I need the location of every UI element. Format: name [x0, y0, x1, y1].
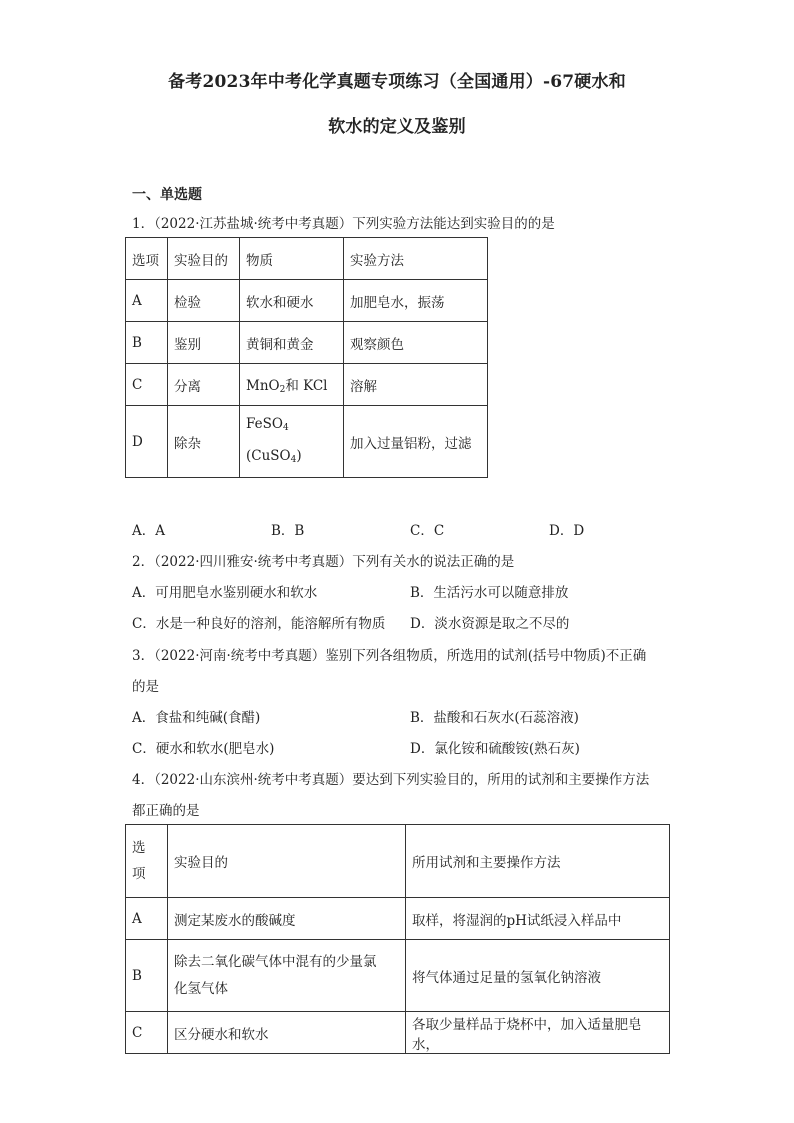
table-cell: [240, 364, 344, 406]
header-opt-part: 项: [132, 866, 146, 882]
table-cell: B: [126, 322, 168, 364]
header-opt-part: 选: [132, 840, 146, 856]
table-cell: B: [126, 940, 168, 1012]
q1-choice-d: D．D: [549, 523, 585, 539]
q1-choice-a: A．A: [132, 523, 165, 539]
q2-stem: 2．（2022·四川雅安·统考中考真题）下列有关水的说法正确的是: [132, 554, 515, 570]
q1-choice-c: C．C: [410, 523, 445, 539]
table-cell: 实验方法: [344, 238, 488, 280]
page-title-line2: 软水的定义及鉴别: [328, 117, 466, 137]
table-cell: 测定某废水的酸碱度: [168, 898, 406, 940]
table-cell: A: [126, 280, 168, 322]
table-row: [126, 406, 488, 478]
q2-choice-c: C．水是一种良好的溶剂，能溶解所有物质: [132, 616, 386, 632]
q2-choice-b: B．生活污水可以随意排放: [410, 585, 569, 601]
q3-choice-d: D．氯化铵和硫酸铵(熟石灰): [410, 741, 580, 757]
formula-text: (CuSO: [246, 447, 291, 464]
table-row: [126, 280, 488, 322]
q2-choice-a: A．可用肥皂水鉴别硬水和软水: [132, 585, 318, 601]
table-cell: 实验目的: [168, 238, 240, 280]
table-cell: 检验: [168, 280, 240, 322]
table-cell: 溶解: [344, 364, 488, 406]
q4-stem-line2: 都正确的是: [132, 803, 200, 819]
page-title-line1: 备考2023年中考化学真题专项练习（全国通用）-67硬水和: [168, 72, 626, 92]
table-cell: D: [126, 406, 168, 478]
purpose-line: 化氢气体: [174, 980, 228, 997]
table-cell: [126, 825, 168, 898]
q4-stem-line1: 4．（2022·山东滨州·统考中考真题）要达到下列实验目的，所用的试剂和主要操作方法: [132, 772, 650, 788]
table-cell: 除杂: [168, 406, 240, 478]
table-row: [126, 322, 488, 364]
formula-subscript: 4: [282, 422, 289, 433]
table-cell: [168, 940, 406, 1012]
table-cell: C: [126, 364, 168, 406]
formula-subscript: 2: [279, 385, 286, 395]
table-header-row: [126, 825, 670, 898]
table-row: [126, 940, 670, 1012]
formula-text: MnO: [246, 378, 280, 394]
q1-stem: 1．（2022·江苏盐城·统考中考真题）下列实验方法能达到实验目的的是: [132, 216, 555, 232]
table-cell: 加入过量铝粉，过滤: [344, 406, 488, 478]
q1-choice-b: B．B: [271, 523, 305, 539]
q1-table: [125, 237, 488, 478]
q2-choice-d: D．淡水资源是取之不尽的: [410, 616, 570, 632]
formula-text: ): [296, 447, 302, 464]
table-cell: 鉴别: [168, 322, 240, 364]
formula-text: 和 KCl: [285, 378, 328, 394]
table-row: [126, 364, 488, 406]
table-cell: 黄铜和黄金: [240, 322, 344, 364]
table-cell: 物质: [240, 238, 344, 280]
table-cell: 加肥皂水，振荡: [344, 280, 488, 322]
formula-subscript: 4: [290, 454, 297, 465]
q3-choice-b: B．盐酸和石灰水(石蕊溶液): [410, 710, 579, 726]
formula-text: FeSO: [246, 415, 283, 432]
table-cell: 软水和硬水: [240, 280, 344, 322]
table-cell: 将气体通过足量的氢氧化钠溶液: [406, 940, 670, 1012]
table-cell: 选项: [126, 238, 168, 280]
table-cell: 观察颜色: [344, 322, 488, 364]
q4-table: [125, 824, 670, 1054]
table-cell: 取样，将湿润的pH试纸浸入样品中: [406, 898, 670, 940]
table-cell: 分离: [168, 364, 240, 406]
section-heading: 一、单选题: [132, 187, 202, 203]
table-cell: 区分硬水和软水: [168, 1012, 406, 1054]
table-cell: 所用试剂和主要操作方法: [406, 825, 670, 898]
q3-stem-line1: 3．（2022·河南·统考中考真题）鉴别下列各组物质，所选用的试剂(括号中物质)不正确: [132, 648, 647, 664]
table-cell: C: [126, 1012, 168, 1054]
q3-stem-line2: 的是: [132, 679, 159, 695]
table-row: [126, 898, 670, 940]
table-cell: 各取少量样品于烧杯中，加入适量肥皂水，: [406, 1012, 670, 1054]
q3-choice-a: A．食盐和纯碱(食醋): [132, 710, 261, 726]
table-row: [126, 1012, 670, 1054]
table-cell: A: [126, 898, 168, 940]
table-cell: [240, 406, 344, 478]
table-header-row: [126, 238, 488, 280]
purpose-line: 除去二氧化碳气体中混有的少量氯: [174, 953, 377, 970]
q3-choice-c: C．硬水和软水(肥皂水): [132, 741, 275, 757]
table-cell: 实验目的: [168, 825, 406, 898]
